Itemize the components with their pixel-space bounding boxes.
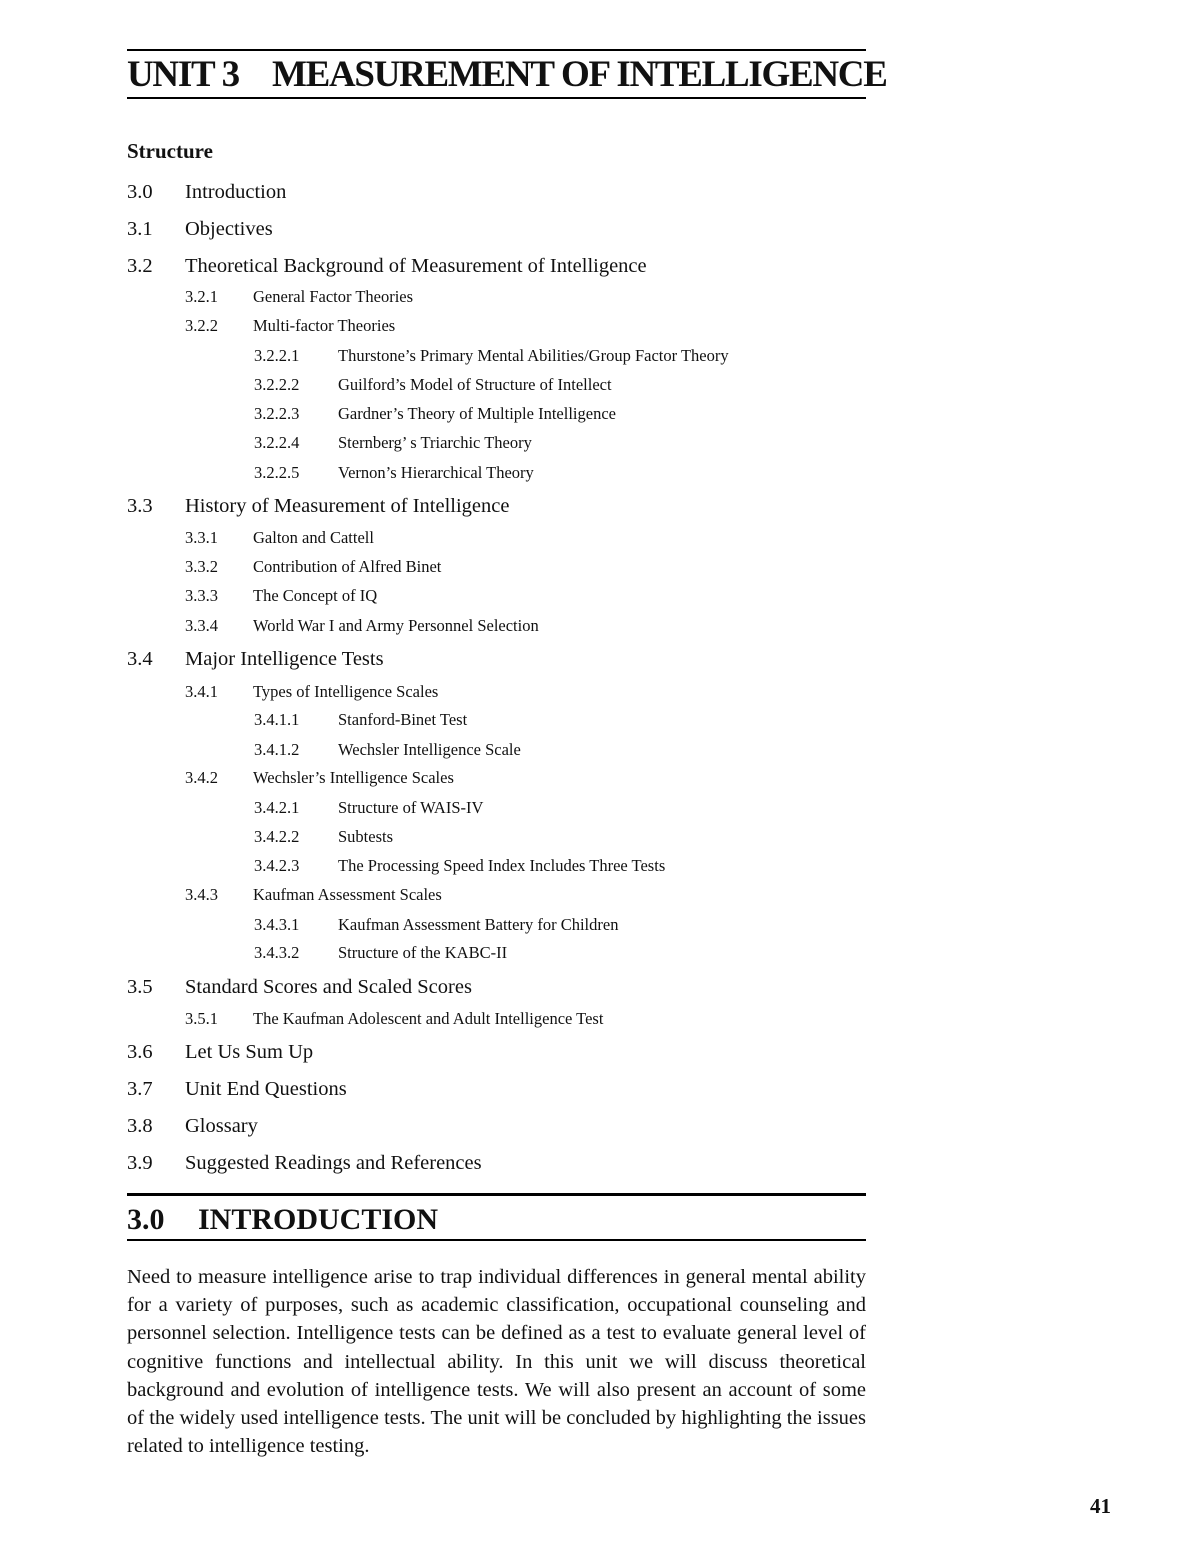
toc-text: Unit End Questions — [185, 1078, 347, 1100]
section-heading: INTRODUCTION — [198, 1203, 439, 1236]
toc-text: Wechsler’s Intelligence Scales — [253, 768, 454, 787]
toc-text: Sternberg’ s Triarchic Theory — [338, 433, 532, 452]
toc-text: Multi-factor Theories — [253, 316, 396, 335]
toc-text: Guilford’s Model of Structure of Intellect — [338, 375, 612, 394]
unit-top-rule — [127, 49, 866, 51]
toc-number: 3.3.2 — [185, 557, 218, 576]
toc-text: General Factor Theories — [253, 287, 414, 306]
toc-text: Let Us Sum Up — [185, 1041, 314, 1063]
section-number: 3.0 — [127, 1203, 165, 1236]
toc-number: 3.9 — [127, 1152, 153, 1174]
structure-label: Structure — [127, 139, 213, 163]
toc-text: Major Intelligence Tests — [185, 648, 384, 670]
toc-number: 3.4.1 — [185, 682, 218, 701]
toc-number: 3.1 — [127, 218, 153, 240]
toc-number: 3.2 — [127, 255, 153, 277]
toc-number: 3.2.2.2 — [254, 375, 300, 394]
toc-number: 3.5 — [127, 976, 153, 998]
toc-text: The Kaufman Adolescent and Adult Intelligence Test — [253, 1009, 604, 1028]
toc-number: 3.3.3 — [185, 586, 218, 605]
toc-text: Structure of WAIS-IV — [338, 798, 484, 817]
toc-text: Types of Intelligence Scales — [253, 682, 439, 701]
toc-number: 3.2.2 — [185, 316, 218, 335]
toc-text: Theoretical Background of Measurement of Intelligence — [185, 255, 647, 277]
toc-text: Vernon’s Hierarchical Theory — [338, 463, 534, 482]
toc-number: 3.3 — [127, 495, 153, 517]
page-number: 41 — [1090, 1494, 1111, 1518]
toc-number: 3.4.3.1 — [254, 915, 300, 934]
toc-number: 3.3.1 — [185, 528, 218, 547]
toc-number: 3.4.3.2 — [254, 943, 300, 962]
toc-text: The Processing Speed Index Includes Three Tests — [338, 856, 666, 875]
toc-text: Subtests — [338, 827, 394, 846]
toc-number: 3.2.2.5 — [254, 463, 300, 482]
unit-number: UNIT 3 — [127, 54, 239, 95]
toc-text: Standard Scores and Scaled Scores — [185, 976, 472, 998]
toc-text: Thurstone’s Primary Mental Abilities/Group Factor Theory — [338, 346, 729, 365]
toc-number: 3.4.3 — [185, 885, 218, 904]
toc-number: 3.5.1 — [185, 1009, 218, 1028]
toc-number: 3.4.2.1 — [254, 798, 300, 817]
toc-number: 3.2.2.3 — [254, 404, 300, 423]
introduction-paragraph: Need to measure intelligence arise to trap individual differences in general mental ability for a variety of purposes, such as academic classification, occupational counseling and personnel selection. Intelligence tests can be defined as a test to evaluate general level of cognitive functions and intellectual ability. In this unit we will discuss theoretical background and evolution of intelligence tests. We will also present an account of some of the widely used intelligence tests. The unit will be concluded by highlighting the issues related to intelligence testing. — [127, 1266, 866, 1458]
toc-text: Structure of the KABC-II — [338, 943, 508, 962]
toc-text: Stanford-Binet Test — [338, 710, 468, 729]
toc-text: Kaufman Assessment Battery for Children — [338, 915, 619, 934]
toc-text: The Concept of IQ — [253, 586, 378, 605]
toc-text: Wechsler Intelligence Scale — [338, 740, 521, 759]
toc-number: 3.2.2.1 — [254, 346, 300, 365]
toc-text: Suggested Readings and References — [185, 1152, 482, 1174]
toc-number: 3.2.1 — [185, 287, 218, 306]
toc-number: 3.4.2.3 — [254, 856, 300, 875]
toc-number: 3.0 — [127, 181, 153, 203]
toc-number: 3.8 — [127, 1115, 153, 1137]
toc-number: 3.4 — [127, 648, 153, 670]
toc-text: Gardner’s Theory of Multiple Intelligence — [338, 404, 616, 423]
unit-bottom-rule — [127, 97, 866, 99]
toc-text: World War I and Army Personnel Selection — [253, 616, 539, 635]
toc-text: Introduction — [185, 181, 287, 203]
unit-heading: MEASUREMENT OF INTELLIGENCE — [272, 54, 887, 95]
unit-title — [127, 55, 887, 95]
toc-number: 3.6 — [127, 1041, 153, 1063]
section-bottom-rule — [127, 1239, 866, 1241]
toc-number: 3.7 — [127, 1078, 153, 1100]
toc-number: 3.3.4 — [185, 616, 218, 635]
toc-text: Contribution of Alfred Binet — [253, 557, 442, 576]
toc-number: 3.4.1.2 — [254, 740, 300, 759]
toc-text: Glossary — [185, 1115, 258, 1137]
toc-text: Galton and Cattell — [253, 528, 374, 547]
toc-number: 3.2.2.4 — [254, 433, 300, 452]
section-top-rule — [127, 1193, 866, 1196]
section-title — [127, 1200, 438, 1240]
toc-text: History of Measurement of Intelligence — [185, 495, 510, 517]
toc-number: 3.4.2 — [185, 768, 218, 787]
toc-text: Kaufman Assessment Scales — [253, 885, 442, 904]
toc-number: 3.4.2.2 — [254, 827, 300, 846]
toc-text: Objectives — [185, 218, 273, 240]
toc-number: 3.4.1.1 — [254, 710, 300, 729]
